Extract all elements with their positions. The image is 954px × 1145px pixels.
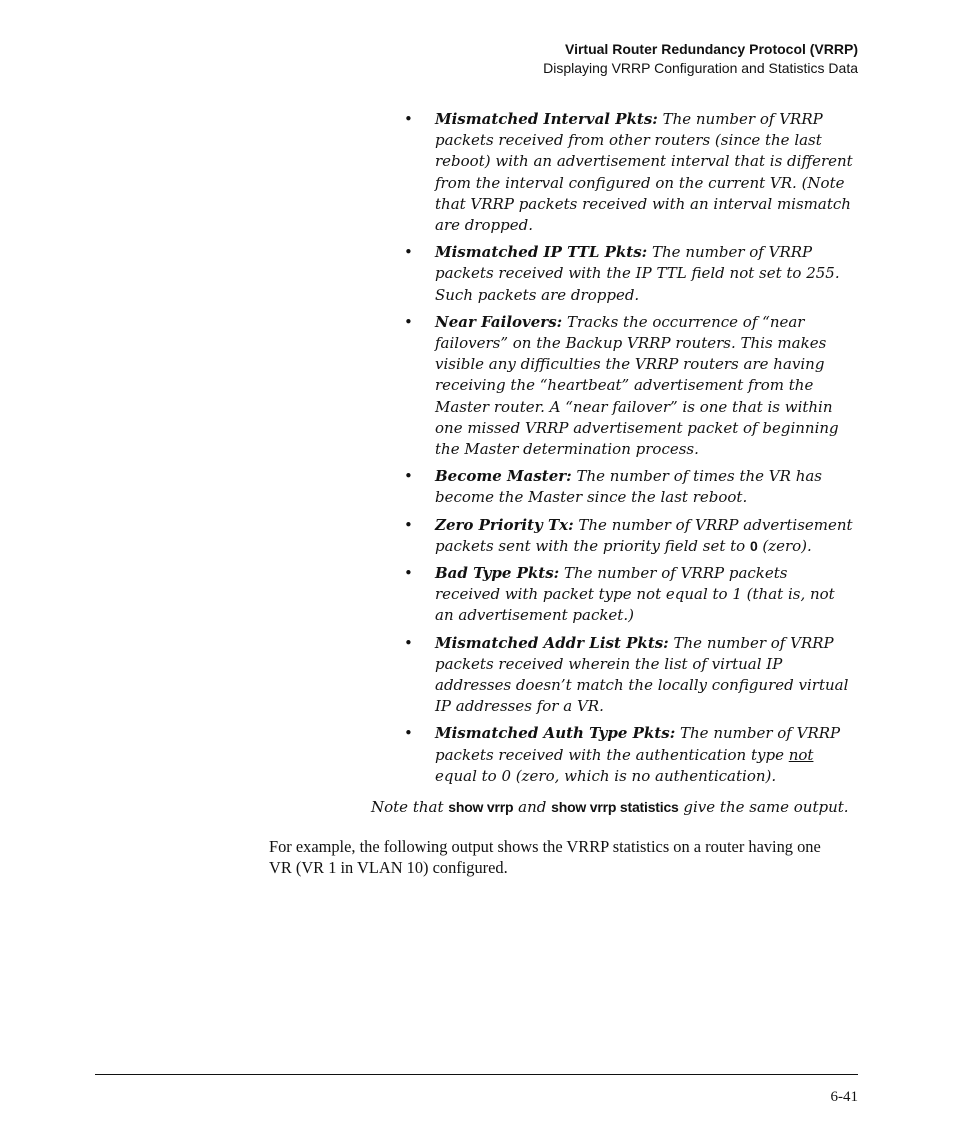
statistics-bullet-list <box>404 109 856 793</box>
bullet-marker: • <box>404 243 413 262</box>
note-prefix: Note that <box>371 798 449 816</box>
bullet-text: The number of VRRP packets received with the IP TTL field not set to 255. Such packets are dropped. <box>435 243 840 304</box>
bullet-term: Mismatched Addr List Pkts: <box>435 633 669 652</box>
bullet-term: Mismatched Interval Pkts: <box>435 110 658 128</box>
bullet-near-failovers <box>404 312 856 460</box>
bullet-marker: • <box>404 110 413 128</box>
show-vrrp-statistics-command: show vrrp statistics <box>551 799 679 815</box>
bullet-marker: • <box>404 724 413 743</box>
header-subtitle: Displaying VRRP Configuration and Statistics Data <box>543 60 858 76</box>
bullet-text: The number of VRRP packets received with the authentication type <box>435 724 841 764</box>
bullet-text: The number of VRRP packets received with packet type not equal to 1 (that is, not an advertisement packet.) <box>435 564 835 625</box>
bullet-marker: • <box>404 467 413 486</box>
page-number: 6-41 <box>830 1089 858 1105</box>
bullet-text: The number of times the VR has become the Master since the last reboot. <box>435 467 822 507</box>
bullet-text: Tracks the occurrence of “near failovers” on the Backup VRRP routers. This makes visible any difficulties the VRRP routers are having receiving the “heartbeat” advertisement from the Master router. A “near failover” is one that is within one missed VRRP advertisement packet of beginning the Master determination process. <box>435 312 839 459</box>
bullet-bad-type <box>404 563 856 627</box>
bullet-term: Zero Priority Tx: <box>435 515 574 534</box>
note-suffix: give the same output. <box>678 798 849 816</box>
bullet-become-master <box>404 466 856 508</box>
bullet-term: Near Failovers: <box>435 312 563 331</box>
bullet-text: The number of VRRP packets received from other routers (since the last reboot) with an advertisement interval that is different from the interval configured on the current VR. (Note that VRRP packets received with an interval mismatch are dropped. <box>435 110 853 235</box>
bullet-marker: • <box>404 564 413 583</box>
bullet-mismatched-addr <box>404 633 856 718</box>
bullet-term: Become Master: <box>435 467 572 486</box>
bullet-marker: • <box>404 312 413 331</box>
underlined-not: not <box>788 745 814 764</box>
bullet-mismatched-auth <box>404 723 856 787</box>
note-line <box>371 797 849 818</box>
priority-code: 0 <box>749 537 758 554</box>
bullet-text: The number of VRRP advertisement packets sent with the priority field set to <box>435 515 853 555</box>
bullet-zero-priority <box>404 515 856 557</box>
bullet-mismatched-interval <box>404 109 856 236</box>
header-title: Virtual Router Redundancy Protocol (VRRP) <box>565 41 858 57</box>
footer-divider <box>95 1074 858 1075</box>
note-middle: and <box>513 798 552 816</box>
bullet-term: Mismatched IP TTL Pkts: <box>435 243 648 262</box>
show-vrrp-command: show vrrp <box>448 799 514 815</box>
bullet-mismatched-ttl <box>404 242 856 306</box>
bullet-term: Mismatched Auth Type Pkts: <box>435 724 676 743</box>
bullet-marker: • <box>404 633 413 652</box>
body-paragraph: For example, the following output shows the VRRP statistics on a router having one VR (VR 1 in VLAN 10) configured. <box>269 837 821 877</box>
bullet-text-end: equal to 0 (zero, which is no authentication). <box>435 766 777 785</box>
page-header <box>543 40 858 78</box>
bullet-marker: • <box>404 515 413 534</box>
bullet-text-end: (zero). <box>757 536 812 555</box>
bullet-term: Bad Type Pkts: <box>435 564 560 583</box>
bullet-text: The number of VRRP packets received wherein the list of virtual IP addresses doesn’t match the locally configured virtual IP addresses for a VR. <box>435 633 849 716</box>
